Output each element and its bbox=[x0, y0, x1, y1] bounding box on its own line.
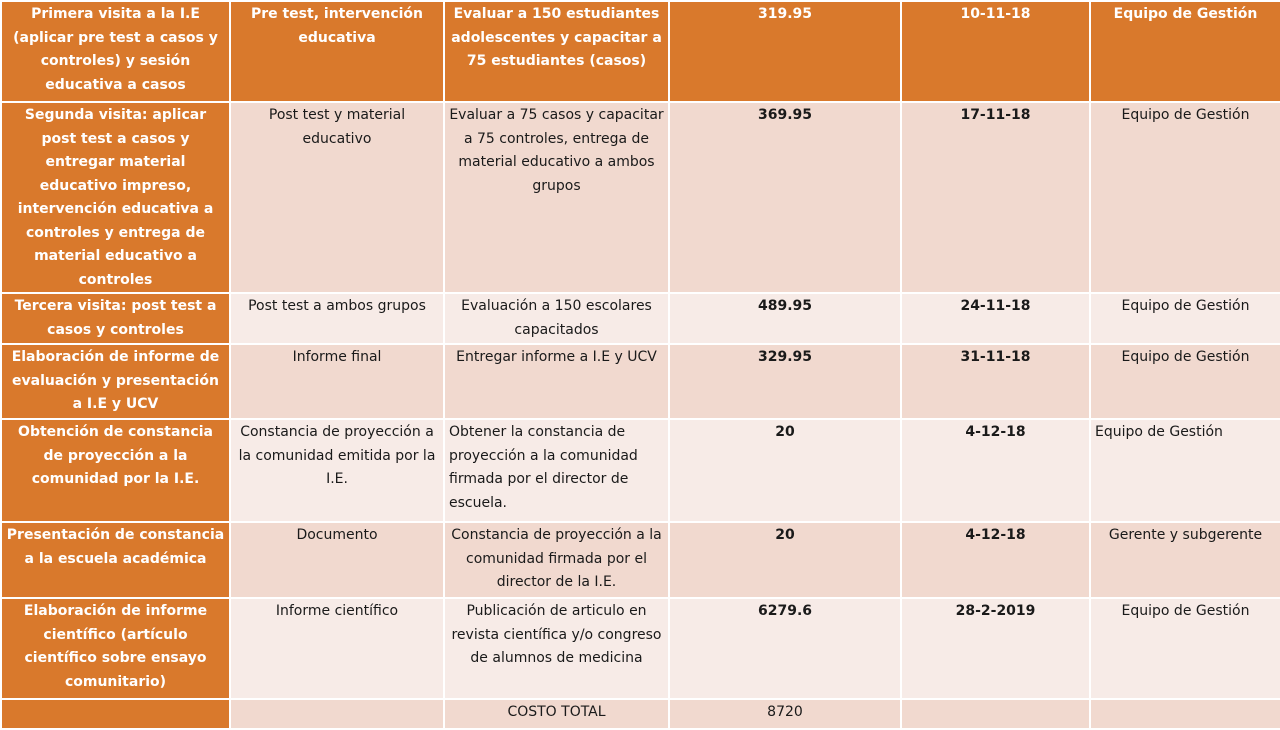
total-empty-cell bbox=[901, 699, 1090, 729]
goal-cell: Publicación de articulo en revista científica y/o congreso de alumnos de medicina bbox=[444, 598, 669, 699]
responsible-cell: Equipo de Gestión bbox=[1090, 1, 1280, 102]
goal-cell: Entregar informe a I.E y UCV bbox=[444, 344, 669, 419]
cost-cell: 20 bbox=[669, 522, 901, 598]
total-value: 8720 bbox=[669, 699, 901, 729]
cost-cell: 6279.6 bbox=[669, 598, 901, 699]
total-row bbox=[1, 699, 1280, 729]
activity-cell: Primera visita a la I.E (aplicar pre test a casos y controles) y sesión educativa a casos bbox=[1, 1, 230, 102]
goal-cell: Constancia de proyección a la comunidad firmada por el director de la I.E. bbox=[444, 522, 669, 598]
total-empty-cell bbox=[230, 699, 444, 729]
cost-cell: 369.95 bbox=[669, 102, 901, 293]
activity-cell: Obtención de constancia de proyección a la comunidad por la I.E. bbox=[1, 419, 230, 522]
activity-cell: Elaboración de informe científico (artículo científico sobre ensayo comunitario) bbox=[1, 598, 230, 699]
cost-cell: 329.95 bbox=[669, 344, 901, 419]
product-cell: Documento bbox=[230, 522, 444, 598]
date-cell: 4-12-18 bbox=[901, 522, 1090, 598]
responsible-cell: Equipo de Gestión bbox=[1090, 598, 1280, 699]
date-cell: 24-11-18 bbox=[901, 293, 1090, 344]
product-cell: Informe científico bbox=[230, 598, 444, 699]
goal-cell: Obtener la constancia de proyección a la comunidad firmada por el director de escuela. bbox=[444, 419, 669, 522]
product-cell: Constancia de proyección a la comunidad emitida por la I.E. bbox=[230, 419, 444, 522]
table-row bbox=[1, 522, 1280, 598]
product-cell: Informe final bbox=[230, 344, 444, 419]
table-row bbox=[1, 293, 1280, 344]
cost-cell: 489.95 bbox=[669, 293, 901, 344]
total-empty-cell bbox=[1, 699, 230, 729]
date-cell: 10-11-18 bbox=[901, 1, 1090, 102]
table-row bbox=[1, 344, 1280, 419]
total-empty-cell bbox=[1090, 699, 1280, 729]
product-cell: Pre test, intervención educativa bbox=[230, 1, 444, 102]
cost-cell: 319.95 bbox=[669, 1, 901, 102]
responsible-cell: Equipo de Gestión bbox=[1090, 344, 1280, 419]
responsible-cell: Equipo de Gestión bbox=[1090, 102, 1280, 293]
product-cell: Post test y material educativo bbox=[230, 102, 444, 293]
responsible-cell: Equipo de Gestión bbox=[1090, 293, 1280, 344]
table-row bbox=[1, 102, 1280, 293]
goal-cell: Evaluar a 150 estudiantes adolescentes y capacitar a 75 estudiantes (casos) bbox=[444, 1, 669, 102]
product-cell: Post test a ambos grupos bbox=[230, 293, 444, 344]
table-row bbox=[1, 419, 1280, 522]
total-label: COSTO TOTAL bbox=[444, 699, 669, 729]
activity-cell: Tercera visita: post test a casos y controles bbox=[1, 293, 230, 344]
responsible-cell: Equipo de Gestión bbox=[1090, 419, 1280, 522]
goal-cell: Evaluar a 75 casos y capacitar a 75 controles, entrega de material educativo a ambos grupos bbox=[444, 102, 669, 293]
cost-cell: 20 bbox=[669, 419, 901, 522]
activity-cell: Elaboración de informe de evaluación y presentación a I.E y UCV bbox=[1, 344, 230, 419]
date-cell: 17-11-18 bbox=[901, 102, 1090, 293]
date-cell: 28-2-2019 bbox=[901, 598, 1090, 699]
activity-cell: Presentación de constancia a la escuela académica bbox=[1, 522, 230, 598]
table-row bbox=[1, 598, 1280, 699]
goal-cell: Evaluación a 150 escolares capacitados bbox=[444, 293, 669, 344]
date-cell: 31-11-18 bbox=[901, 344, 1090, 419]
activity-cell: Segunda visita: aplicar post test a casos y entregar material educativo impreso, intervención educativa a controles y entrega de material educativo a controles bbox=[1, 102, 230, 293]
responsible-cell: Gerente y subgerente bbox=[1090, 522, 1280, 598]
date-cell: 4-12-18 bbox=[901, 419, 1090, 522]
table-row bbox=[1, 1, 1280, 102]
